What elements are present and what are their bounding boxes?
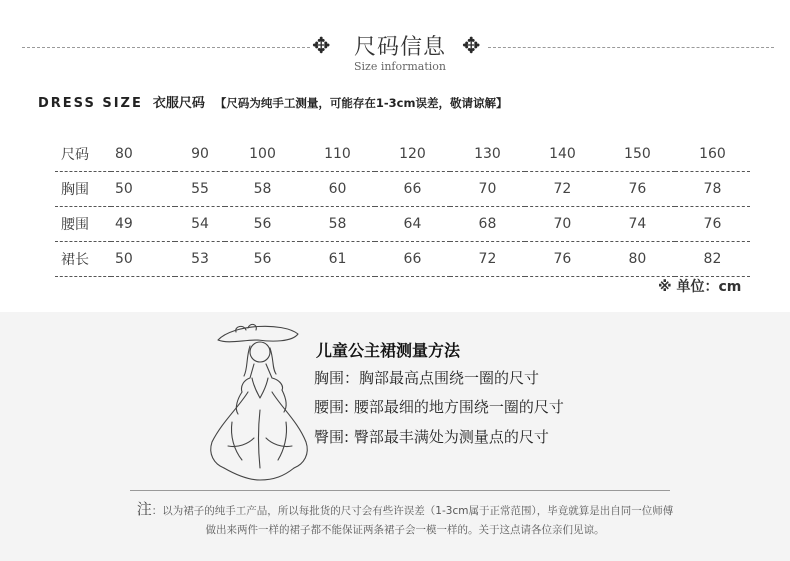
- size-row-label: 胸围: [55, 172, 111, 207]
- size-note: 【尺码为纯手工测量，可能存在1-3cm误差，敬请谅解】: [214, 96, 508, 110]
- footnote: [135, 500, 675, 540]
- size-cell: 74: [600, 207, 675, 242]
- size-table: [55, 137, 750, 277]
- fleur-de-lis-icon-right: ✥: [462, 34, 481, 59]
- size-cell: 76: [600, 172, 675, 207]
- footnote-text: ：以为裙子的纯手工产品，所以每批货的尺寸会有些许误差（1-3cm属于正常范围），毕竟就算是出自同一位师傅做出来两件一样的裙子都不能保证两条裙子会一模一样的。关于这点请各位亲们见谅。: [151, 505, 674, 536]
- size-cell: 64: [375, 207, 450, 242]
- size-cell: 56: [225, 207, 300, 242]
- size-cell: 100: [225, 137, 300, 172]
- size-cell: 61: [300, 242, 375, 277]
- size-cell: 76: [525, 242, 600, 277]
- method-title: 儿童公主裙测量方法: [316, 341, 461, 360]
- size-cell: 49: [111, 207, 175, 242]
- size-row-label: 腰围: [55, 207, 111, 242]
- size-cell: 66: [375, 172, 450, 207]
- size-row: [55, 172, 750, 207]
- size-header: [38, 92, 507, 111]
- size-cell: 72: [450, 242, 525, 277]
- size-cell: 120: [375, 137, 450, 172]
- size-cell: 56: [225, 242, 300, 277]
- method-waist-line: 腰围: 腰部最细的地方围绕一圈的尺寸: [314, 398, 564, 416]
- size-cell: 58: [225, 172, 300, 207]
- page-subtitle: Size information: [353, 60, 447, 73]
- size-cell: 68: [450, 207, 525, 242]
- size-row: [55, 242, 750, 277]
- size-cell: 110: [300, 137, 375, 172]
- size-cell: 150: [600, 137, 675, 172]
- size-cell: 80: [600, 242, 675, 277]
- page-title: 尺码信息: [353, 35, 446, 60]
- size-cell: 82: [675, 242, 750, 277]
- princess-illustration-icon: [188, 318, 328, 488]
- size-label-cn: 衣服尺码: [152, 96, 205, 111]
- size-cell: 160: [675, 137, 750, 172]
- size-cell: 78: [675, 172, 750, 207]
- size-row-label: 裙长: [55, 242, 111, 277]
- header-divider-right: [488, 47, 774, 48]
- size-cell: 54: [175, 207, 225, 242]
- footnote-divider: [130, 490, 670, 491]
- footnote-prefix: 注: [136, 500, 152, 518]
- header-divider-left: [22, 47, 310, 48]
- size-cell: 130: [450, 137, 525, 172]
- size-cell: 66: [375, 242, 450, 277]
- size-row: [55, 207, 750, 242]
- unit-label: ※ 单位：cm: [658, 279, 742, 295]
- size-cell: 70: [450, 172, 525, 207]
- size-cell: 70: [525, 207, 600, 242]
- size-cell: 58: [300, 207, 375, 242]
- size-cell: 55: [175, 172, 225, 207]
- size-cell: 80: [111, 137, 175, 172]
- size-row-label: 尺码: [55, 137, 111, 172]
- size-cell: 90: [175, 137, 225, 172]
- fleur-de-lis-icon-left: ✥: [312, 34, 331, 59]
- size-label-en: DRESS SIZE: [38, 96, 143, 111]
- size-cell: 72: [525, 172, 600, 207]
- method-hip-line: 臀围: 臀部最丰满处为测量点的尺寸: [314, 428, 549, 446]
- size-cell: 60: [300, 172, 375, 207]
- size-cell: 76: [675, 207, 750, 242]
- size-cell: 140: [525, 137, 600, 172]
- size-cell: 50: [111, 172, 175, 207]
- size-cell: 50: [111, 242, 175, 277]
- size-cell: 53: [175, 242, 225, 277]
- method-bust-line: 胸围：胸部最高点围绕一圈的尺寸: [314, 369, 540, 387]
- size-row: [55, 137, 750, 172]
